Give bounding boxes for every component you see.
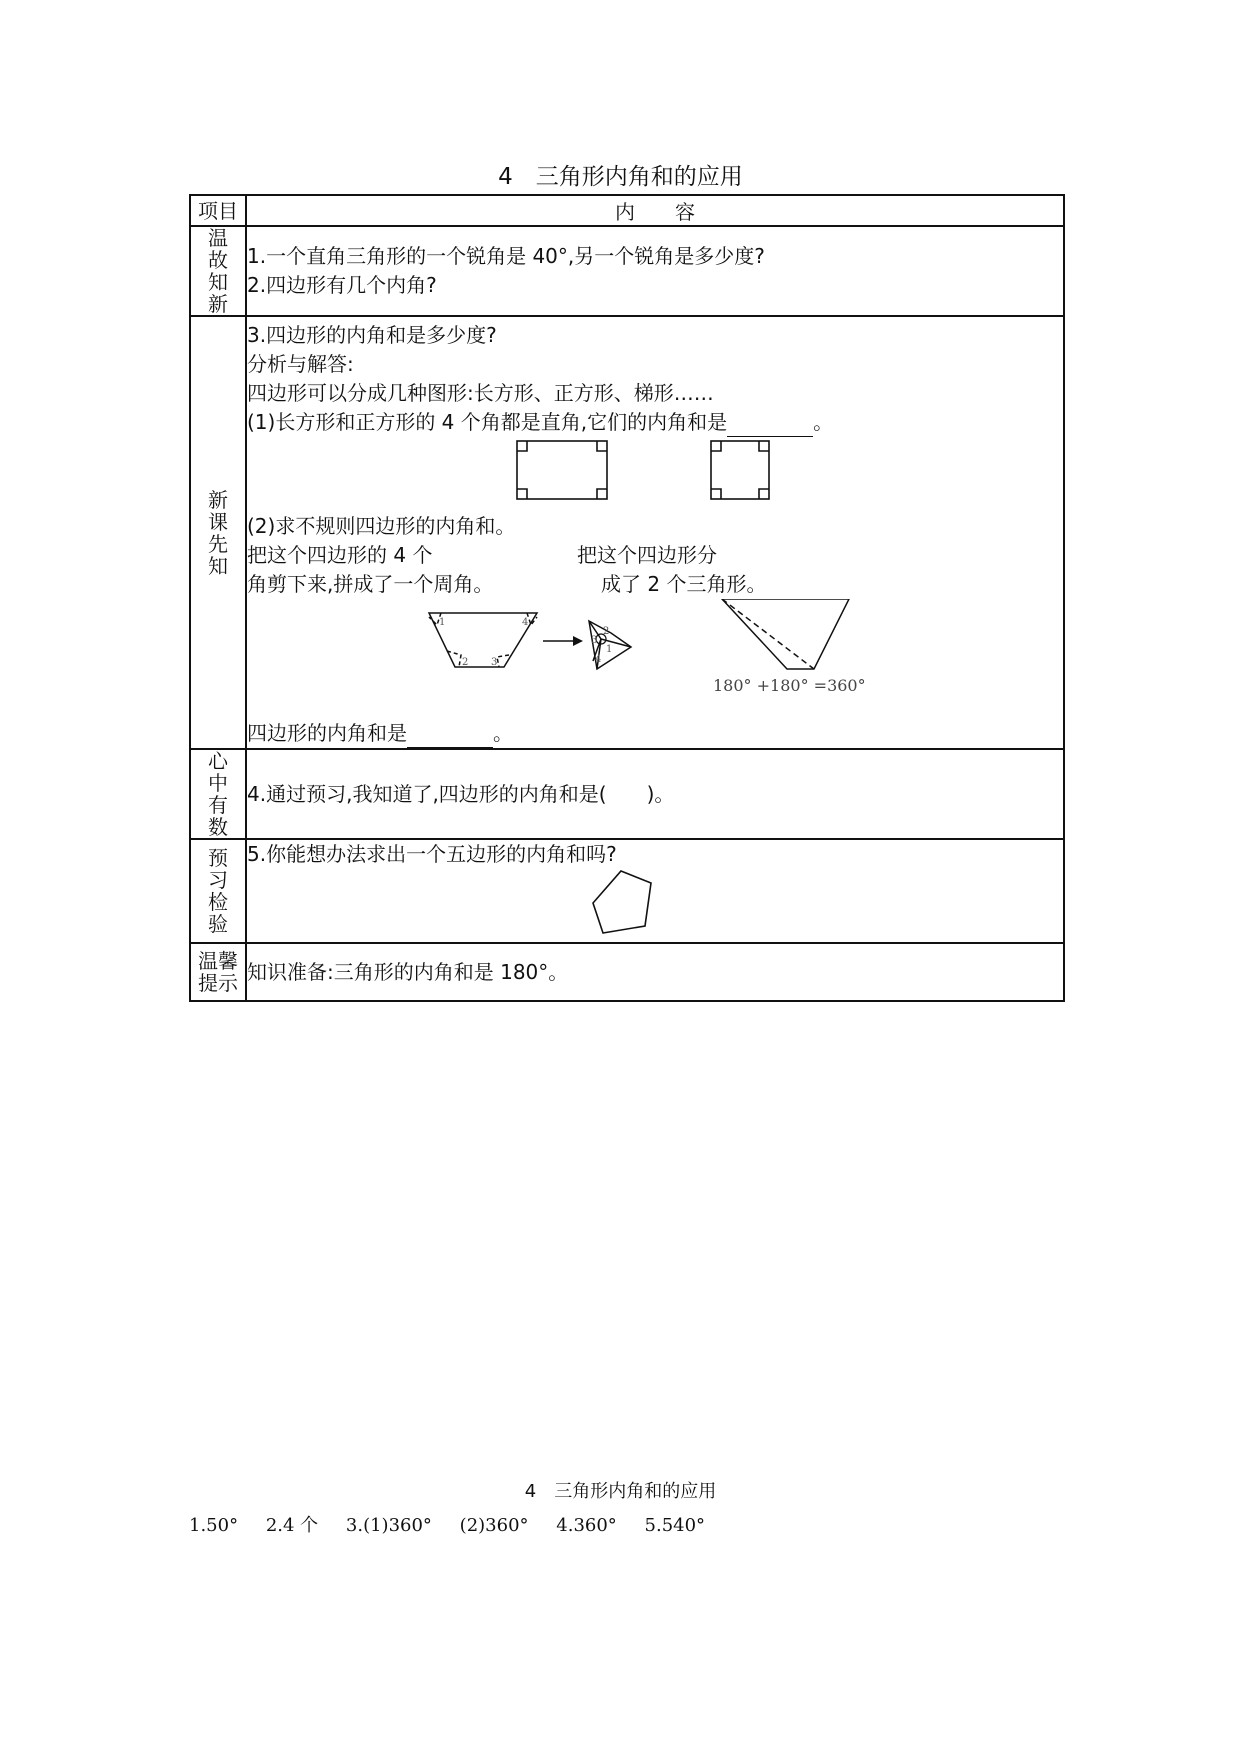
question-3: 3.四边形的内角和是多少度? — [247, 323, 497, 347]
full-angle-figure — [589, 621, 631, 669]
svg-text:1: 1 — [439, 617, 446, 628]
analysis-label: 分析与解答: — [247, 352, 354, 376]
svg-text:2: 2 — [462, 657, 469, 668]
answer-blank-2[interactable] — [407, 727, 493, 748]
row-tip — [190, 943, 1064, 1001]
lesson-table — [189, 194, 1065, 1002]
final-answer-line: 四边形的内角和是 。 — [247, 719, 1063, 748]
square-figure — [711, 441, 769, 499]
row-label-check: 预 习 检 验 — [190, 839, 246, 943]
row-review — [190, 226, 1064, 316]
method-1-line-1: 把这个四边形的 4 个 — [247, 543, 433, 567]
rectangle-figure — [517, 441, 607, 499]
method-text — [247, 541, 1063, 599]
quadrilateral-figures — [247, 599, 1007, 714]
answer-3-2: (2)360° — [459, 1515, 529, 1536]
answers-line — [189, 1511, 727, 1537]
header-content: 内 容 — [246, 195, 1064, 226]
table-header-row — [190, 195, 1064, 226]
svg-text:2: 2 — [603, 626, 610, 637]
rectangle-square-figures — [247, 437, 1007, 507]
divided-quadrilateral-figure — [722, 599, 849, 669]
question-2: 2.四边形有几个内角? — [247, 273, 437, 297]
row-content-tip — [246, 943, 1064, 1001]
arrow-icon — [543, 636, 583, 646]
answer-blank-1[interactable] — [727, 416, 813, 437]
cut-corners-figure — [429, 613, 537, 668]
sub-question-2: (2)求不规则四边形的内角和。 — [247, 514, 516, 538]
row-summary — [190, 749, 1064, 839]
row-content-summary — [246, 749, 1064, 839]
row-label-review: 温 故 知 新 — [190, 226, 246, 316]
method-1-line-2: 角剪下来,拼成了一个周角。 — [247, 572, 494, 596]
answer-1: 1.50° — [189, 1515, 239, 1536]
row-content-new-lesson — [246, 316, 1064, 749]
answer-3-1: 3.(1)360° — [345, 1515, 432, 1536]
answer-4: 4.360° — [556, 1515, 617, 1536]
svg-text:4: 4 — [595, 654, 602, 665]
header-item: 项目 — [190, 195, 246, 226]
answers-title: 4 三角形内角和的应用 — [524, 1481, 717, 1502]
row-content-review — [246, 226, 1064, 316]
method-2-line-1: 把这个四边形分 — [577, 543, 717, 567]
method-2-line-2: 成了 2 个三角形。 — [601, 572, 767, 596]
answer-5: 5.540° — [644, 1515, 706, 1536]
svg-text:1: 1 — [606, 644, 613, 655]
row-new-lesson — [190, 316, 1064, 749]
pentagon-figure — [247, 869, 1007, 937]
svg-text:4: 4 — [522, 617, 529, 628]
svg-text:3: 3 — [491, 657, 498, 668]
shape-types: 四边形可以分成几种图形:长方形、正方形、梯形…… — [247, 381, 714, 405]
row-label-summary: 心 中 有 数 — [190, 749, 246, 839]
tip-text: 知识准备:三角形的内角和是 180°。 — [247, 959, 569, 984]
angle-equation: 180° +180° =360° — [713, 676, 866, 695]
question-5: 5.你能想办法求出一个五边形的内角和吗? — [247, 842, 617, 866]
question-4: 4.通过预习,我知道了,四边形的内角和是( )。 — [247, 781, 675, 806]
svg-text:3: 3 — [591, 635, 598, 646]
answer-2: 2.4 个 — [265, 1515, 319, 1536]
sub-question-1: (1)长方形和正方形的 4 个角都是直角,它们的内角和是 。 — [247, 408, 1063, 437]
row-label-tip: 温馨 提示 — [190, 943, 246, 1001]
question-1: 1.一个直角三角形的一个锐角是 40°,另一个锐角是多少度? — [247, 244, 765, 268]
row-label-new-lesson: 新 课 先 知 — [190, 316, 246, 749]
row-check — [190, 839, 1064, 943]
row-content-check — [246, 839, 1064, 943]
page-title: 4 三角形内角和的应用 — [498, 164, 743, 190]
